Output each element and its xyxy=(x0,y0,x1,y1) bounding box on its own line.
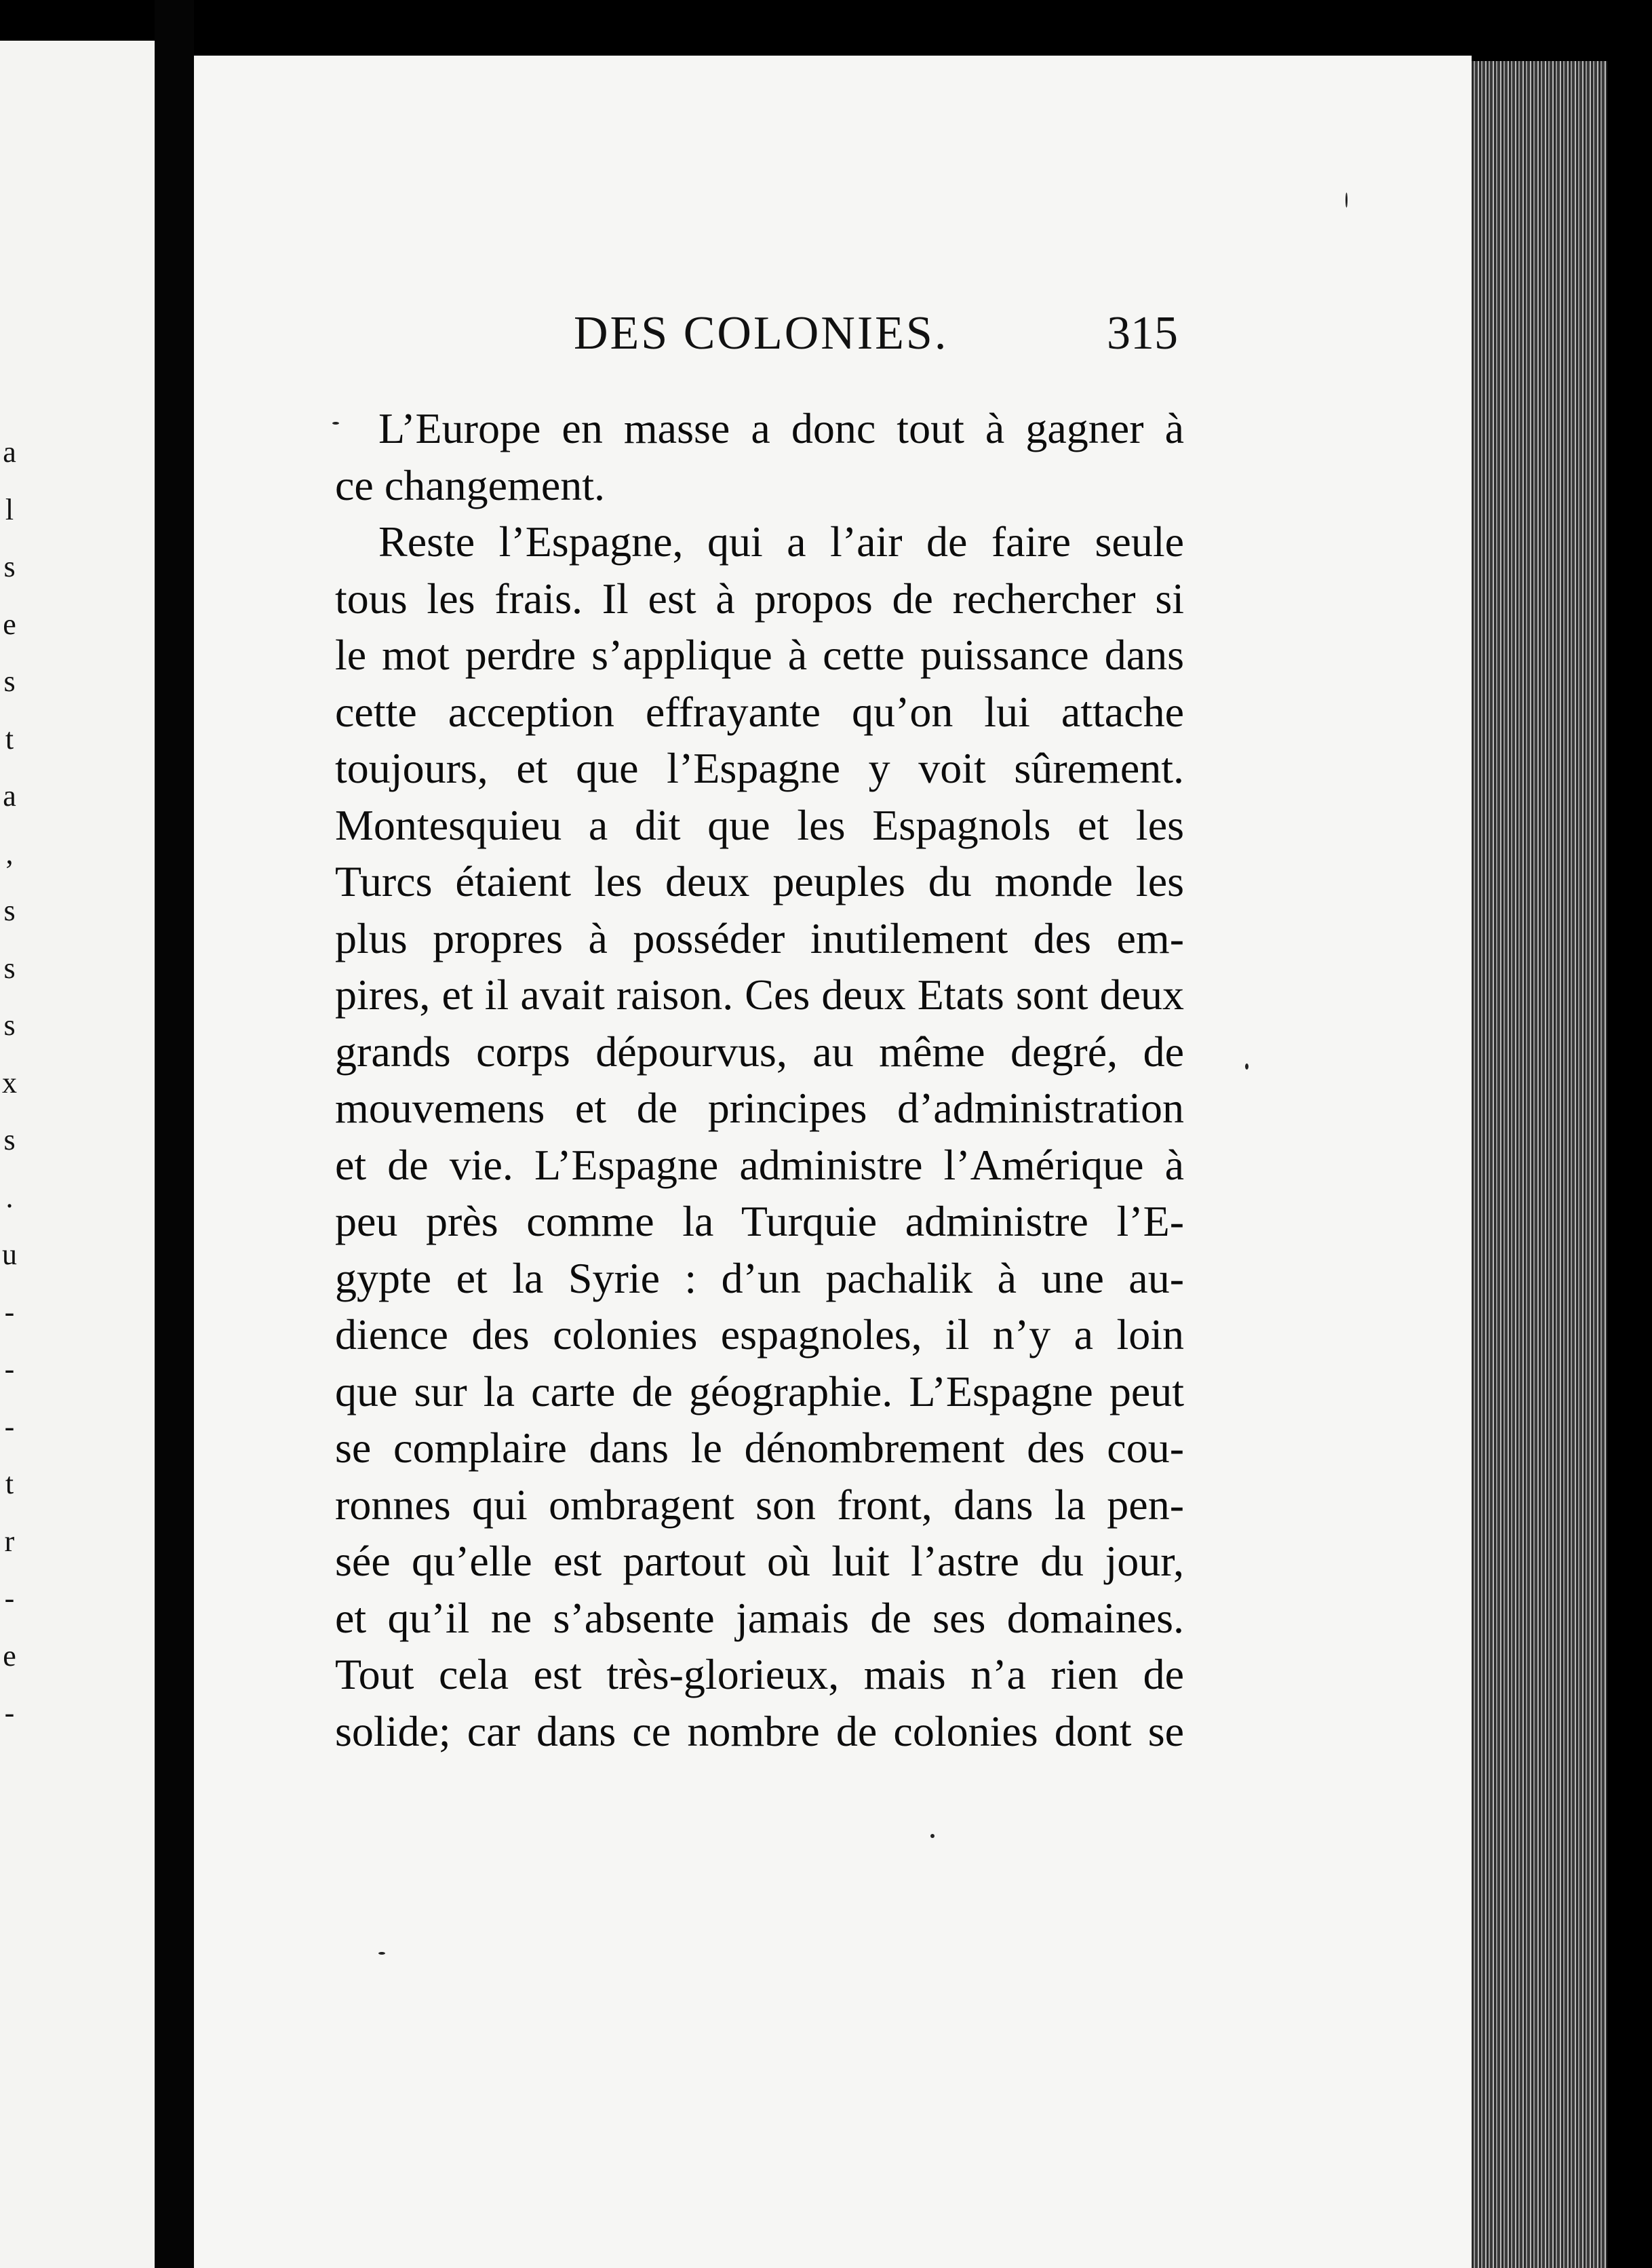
facing-page-left xyxy=(0,41,155,2268)
text-line: que sur la carte de géographie. L’Espagne peut xyxy=(335,1367,1184,1415)
scan-border-right xyxy=(1607,0,1652,2268)
text-line: tous les frais. Il est à propos de rechercher si xyxy=(335,574,1184,623)
text-line: Reste l’Espagne, qui a l’air de faire seule xyxy=(378,517,1184,566)
facing-page-fragment: , xyxy=(5,837,14,870)
text-line: peu près comme la Turquie administre l’E- xyxy=(335,1197,1184,1245)
text-line: Montesquieu a dit que les Espagnols et les xyxy=(335,801,1184,849)
facing-page-fragment: s xyxy=(3,1123,16,1156)
facing-page-fragment: s xyxy=(3,952,16,985)
facing-page-fragment: - xyxy=(4,1295,15,1329)
facing-page-fragment: s xyxy=(3,665,16,698)
facing-page-fragment: - xyxy=(4,1410,15,1443)
text-line: et de vie. L’Espagne administre l’Amérique à xyxy=(335,1141,1184,1189)
running-title: DES COLONIES. xyxy=(574,307,949,359)
text-line: L’Europe en masse a donc tout à gagner à xyxy=(378,404,1184,452)
ink-speck xyxy=(378,1952,385,1955)
text-line: mouvemens et de principes d’administration xyxy=(335,1084,1184,1132)
facing-page-fragment: - xyxy=(4,1582,15,1615)
ink-speck xyxy=(930,1834,935,1838)
facing-page-fragment: - xyxy=(4,1696,15,1729)
facing-page-fragment: . xyxy=(5,1181,14,1214)
text-line: gypte et la Syrie : d’un pachalik à une au- xyxy=(335,1254,1184,1302)
facing-page-fragment: e xyxy=(3,1639,16,1673)
page-edges xyxy=(1472,61,1607,2268)
text-line: se complaire dans le dénombrement des cou- xyxy=(335,1424,1184,1472)
text-line: sée qu’elle est partout où luit l’astre du jour, xyxy=(335,1537,1184,1585)
facing-page-fragment: a xyxy=(3,779,16,813)
text-line: pires, et il avait raison. Ces deux Etats sont deux xyxy=(335,971,1184,1019)
text-line: et qu’il ne s’absente jamais de ses domaines. xyxy=(335,1594,1184,1642)
scan-border-top xyxy=(194,0,1652,56)
text-line: toujours, et que l’Espagne y voit sûrement. xyxy=(335,744,1184,792)
ink-speck xyxy=(1245,1063,1248,1070)
facing-page-fragment: l xyxy=(5,493,14,526)
facing-page-fragment: r xyxy=(4,1525,15,1558)
facing-page-fragment: t xyxy=(5,722,14,756)
text-line: Tout cela est très-glorieux, mais n’a rien de xyxy=(335,1650,1184,1698)
facing-page-fragment: x xyxy=(2,1066,17,1099)
text-line: le mot perdre s’applique à cette puissance dans xyxy=(335,631,1184,679)
text-line: grands corps dépourvus, au même degré, de xyxy=(335,1028,1184,1076)
book-gutter xyxy=(155,0,194,2268)
ink-speck xyxy=(1345,193,1348,208)
text-line: ronnes qui ombragent son front, dans la pen- xyxy=(335,1481,1184,1529)
facing-page-fragment: u xyxy=(2,1238,17,1271)
facing-page-fragment: e xyxy=(3,608,16,641)
text-line: plus propres à posséder inutilement des em- xyxy=(335,914,1184,962)
facing-page-fragment: t xyxy=(5,1467,14,1500)
ink-speck xyxy=(332,422,339,425)
text-line: ce changement. xyxy=(335,461,605,509)
facing-page-fragment: s xyxy=(3,894,16,927)
text-line: Turcs étaient les deux peuples du monde les xyxy=(335,857,1184,905)
facing-page-fragment: s xyxy=(3,1009,16,1042)
facing-page-fragment: s xyxy=(3,550,16,583)
page-number: 315 xyxy=(1107,307,1178,359)
text-line: dience des colonies espagnoles, il n’y a loin xyxy=(335,1310,1184,1358)
facing-page-fragment: - xyxy=(4,1352,15,1386)
facing-page-fragment: a xyxy=(3,435,16,469)
text-line: solide; car dans ce nombre de colonies dont se xyxy=(335,1707,1184,1755)
text-line: cette acception effrayante qu’on lui attache xyxy=(335,688,1184,736)
